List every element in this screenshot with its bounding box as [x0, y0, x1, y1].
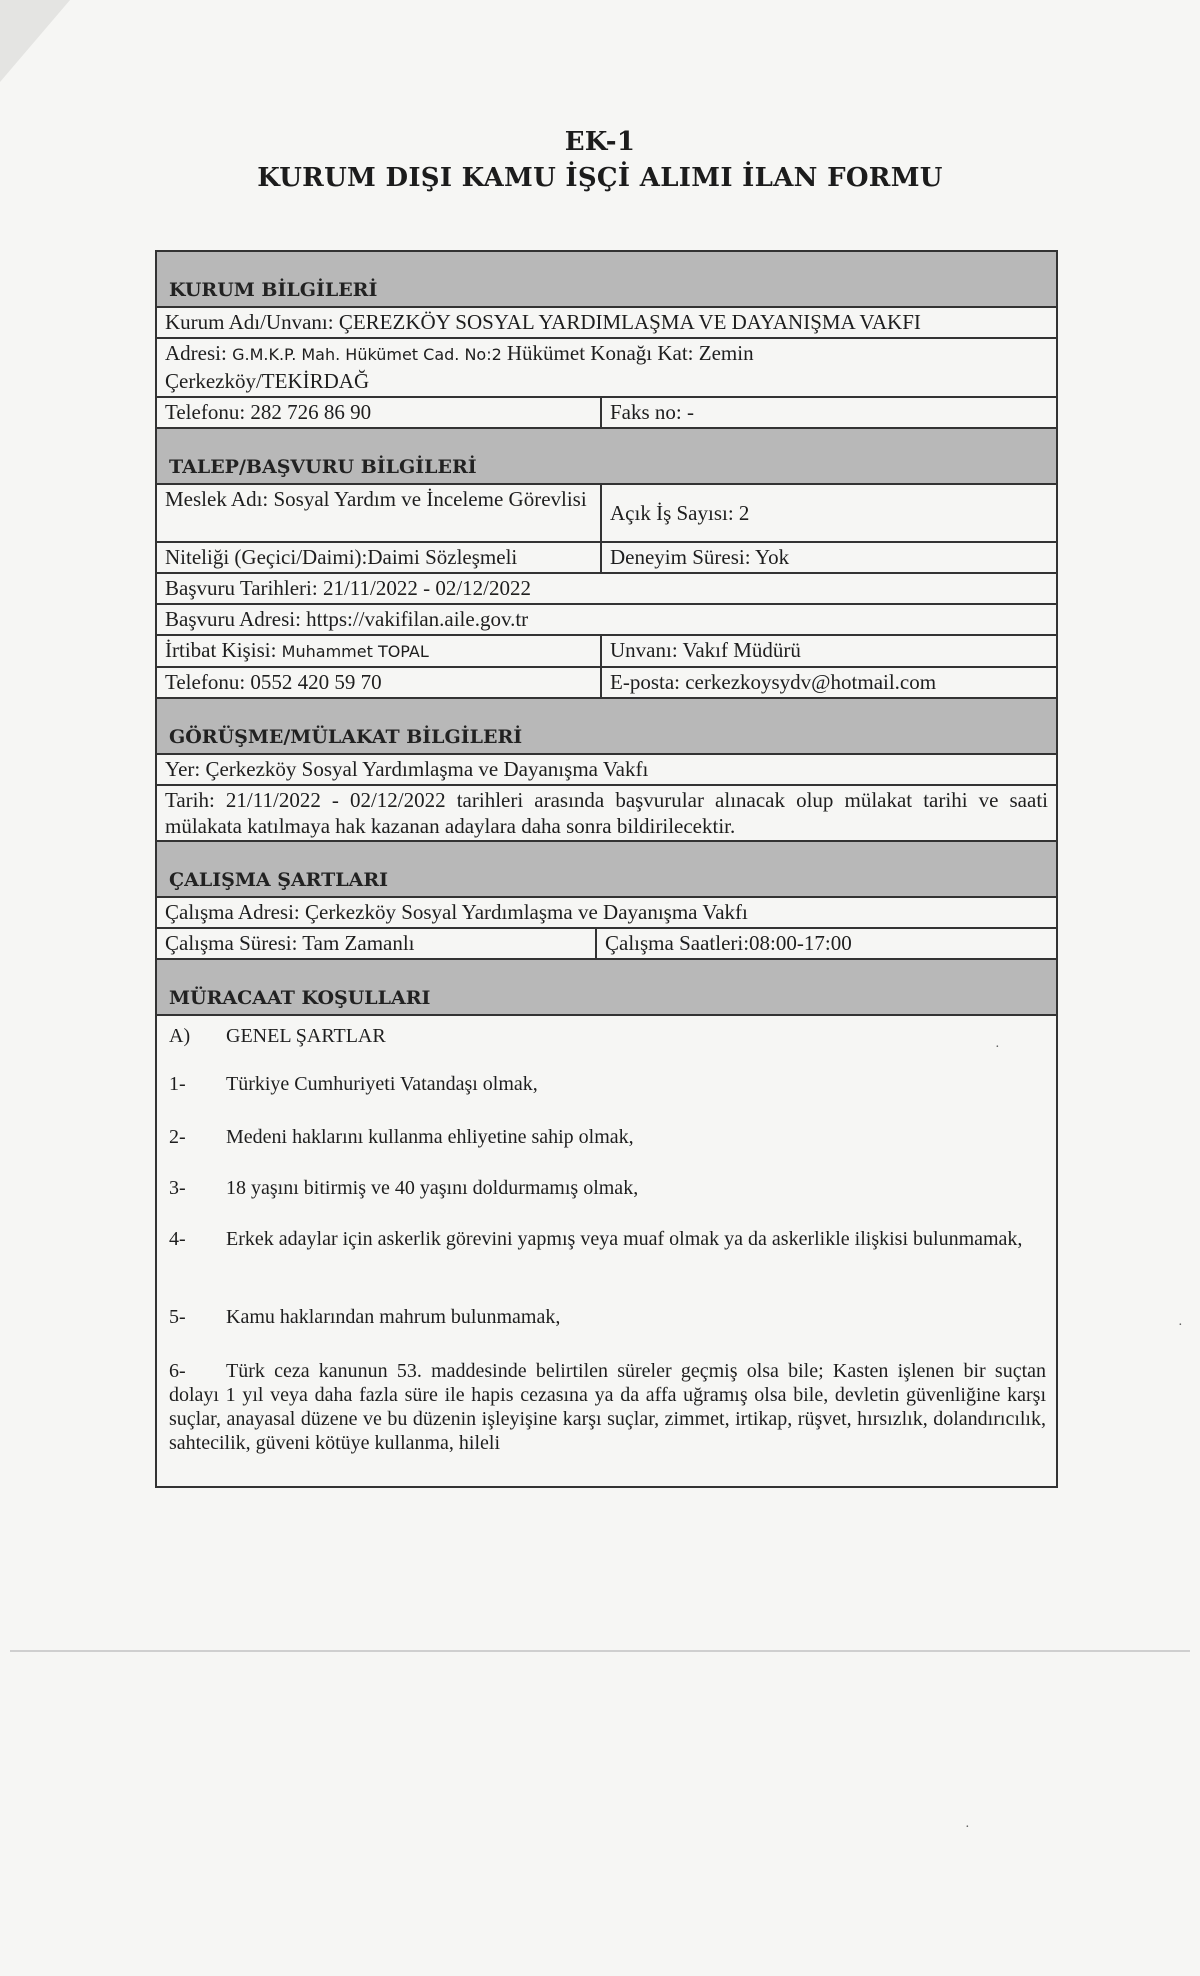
row-yer [157, 755, 1056, 786]
adres-rest: Hükümet Konağı Kat: Zemin [506, 341, 754, 365]
basvuru-tarihleri: Başvuru Tarihleri: 21/11/2022 - 02/12/2022 [165, 576, 531, 600]
list-item: 2- Medeni haklarını kullanma ehliyetine sahip olmak, [169, 1126, 634, 1148]
meslek-adi: Meslek Adı: Sosyal Yardım ve İnceleme Görevlisi [157, 485, 602, 541]
row-kurum-telefon [157, 398, 1056, 429]
genel-sartlar-heading [169, 1024, 1046, 1048]
announcement-form-table [155, 250, 1058, 1488]
list-item: 3- 18 yaşını bitirmiş ve 40 yaşını doldurmamış olmak, [169, 1177, 639, 1199]
scan-speck: · [965, 1820, 970, 1835]
scan-speck: · [1178, 1318, 1183, 1333]
row-kurum-adres [157, 339, 1056, 398]
irtibat-eposta: E-posta: cerkezkoysydv@hotmail.com [610, 670, 937, 694]
deneyim-suresi: Deneyim Süresi: Yok [610, 545, 790, 569]
list-item: 1- Türkiye Cumhuriyeti Vatandaşı olmak, [169, 1073, 538, 1095]
section-label: A) [169, 1025, 191, 1047]
irtibat-label: İrtibat Kişisi: [165, 638, 282, 662]
scan-speck: · [995, 1040, 1000, 1055]
kurum-faks: Faks no: - [610, 400, 694, 424]
row-basvuru-tarihleri [157, 574, 1056, 605]
adres-small: G.M.K.P. Mah. Hükümet Cad. No:2 [232, 345, 507, 364]
annex-label: EK-1 [564, 127, 636, 157]
list-item: 5- Kamu haklarından mahrum bulunmamak, [169, 1306, 561, 1328]
adres-line2: Çerkezköy/TEKİRDAĞ [165, 369, 370, 393]
calisma-adresi: Çalışma Adresi: Çerkezköy Sosyal Yardımlaşma ve Dayanışma Vakfı [165, 900, 748, 924]
acik-is-sayisi: Açık İş Sayısı: 2 [610, 500, 750, 525]
row-niteligi [157, 543, 1056, 574]
basvuru-adresi: Başvuru Adresi: https://vakifilan.aile.gov.tr [165, 607, 529, 631]
kurum-adres [157, 339, 762, 396]
muracaat-kosullari-body [157, 1016, 1056, 1488]
page-corner-fold [0, 0, 70, 82]
niteligi: Niteliği (Geçici/Daimi):Daimi Sözleşmeli [157, 543, 602, 572]
calisma-saatleri: Çalışma Saatleri:08:00-17:00 [605, 931, 852, 955]
calisma-suresi: Çalışma Süresi: Tam Zamanlı [157, 929, 597, 958]
list-item: 6- Türk ceza kanunun 53. maddesinde belirtilen süreler geçmiş olsa bile; Kasten işlenen bir suçtan dolayı 1 yıl veya daha fazla süre ile hapis cezasına ya da affa uğramış olsa bile, devletin güvenliğine karşı suçlar, anayasal düzene ve bu düzenin işleyişine karşı suçlar, zimmet, irtikap, rüşvet, hırsızlık, dolandırıcılık, sahtecilik, güveni kötüye kullanma, hileli [169, 1360, 1046, 1454]
irtibat-kisisi [157, 636, 602, 666]
section-title: GENEL ŞARTLAR [226, 1025, 386, 1047]
row-calisma-adresi [157, 898, 1056, 929]
row-basvuru-adresi [157, 605, 1056, 636]
mulakat-yeri: Yer: Çerkezköy Sosyal Yardımlaşma ve Dayanışma Vakfı [165, 757, 649, 781]
irtibat-telefon: Telefonu: 0552 420 59 70 [157, 668, 602, 697]
row-tarih [157, 786, 1056, 842]
section-header-calisma: ÇALIŞMA ŞARTLARI [157, 842, 1056, 898]
kurum-adi: Kurum Adı/Unvanı: ÇEREZKÖY SOSYAL YARDIMLAŞMA VE DAYANIŞMA VAKFI [165, 310, 921, 334]
adres-label: Adresi: [165, 341, 233, 365]
list-item: 4- Erkek adaylar için askerlik görevini yapmış veya muaf olmak ya da askerlikle ilişkisi bulunmamak, [169, 1228, 1023, 1250]
section-header-talep: TALEP/BAŞVURU BİLGİLERİ [157, 429, 1056, 485]
mulakat-tarihi: Tarih: 21/11/2022 - 02/12/2022 tarihleri arasında başvurular alınacak olup mülakat tarihi ve saati mülakata katılmaya hak kazanan adaylara daha sonra bildirilecektir. [165, 788, 1048, 838]
section-header-gorusme: GÖRÜŞME/MÜLAKAT BİLGİLERİ [157, 699, 1056, 755]
row-iletisim [157, 668, 1056, 699]
section-header-muracaat: MÜRACAAT KOŞULLARI [157, 960, 1056, 1016]
kurum-telefon: Telefonu: 282 726 86 90 [157, 398, 602, 427]
page-bottom-edge [10, 1650, 1190, 1652]
row-meslek [157, 485, 1056, 543]
row-calisma-suresi [157, 929, 1056, 960]
irtibat-unvani: Unvanı: Vakıf Müdürü [610, 638, 801, 662]
section-header-kurum: KURUM BİLGİLERİ [157, 252, 1056, 308]
row-kurum-adi [157, 308, 1056, 339]
document-title [0, 124, 1200, 196]
row-irtibat [157, 636, 1056, 668]
form-title: KURUM DIŞI KAMU İŞÇİ ALIMI İLAN FORMU [257, 163, 943, 193]
irtibat-name: Muhammet TOPAL [281, 642, 429, 661]
